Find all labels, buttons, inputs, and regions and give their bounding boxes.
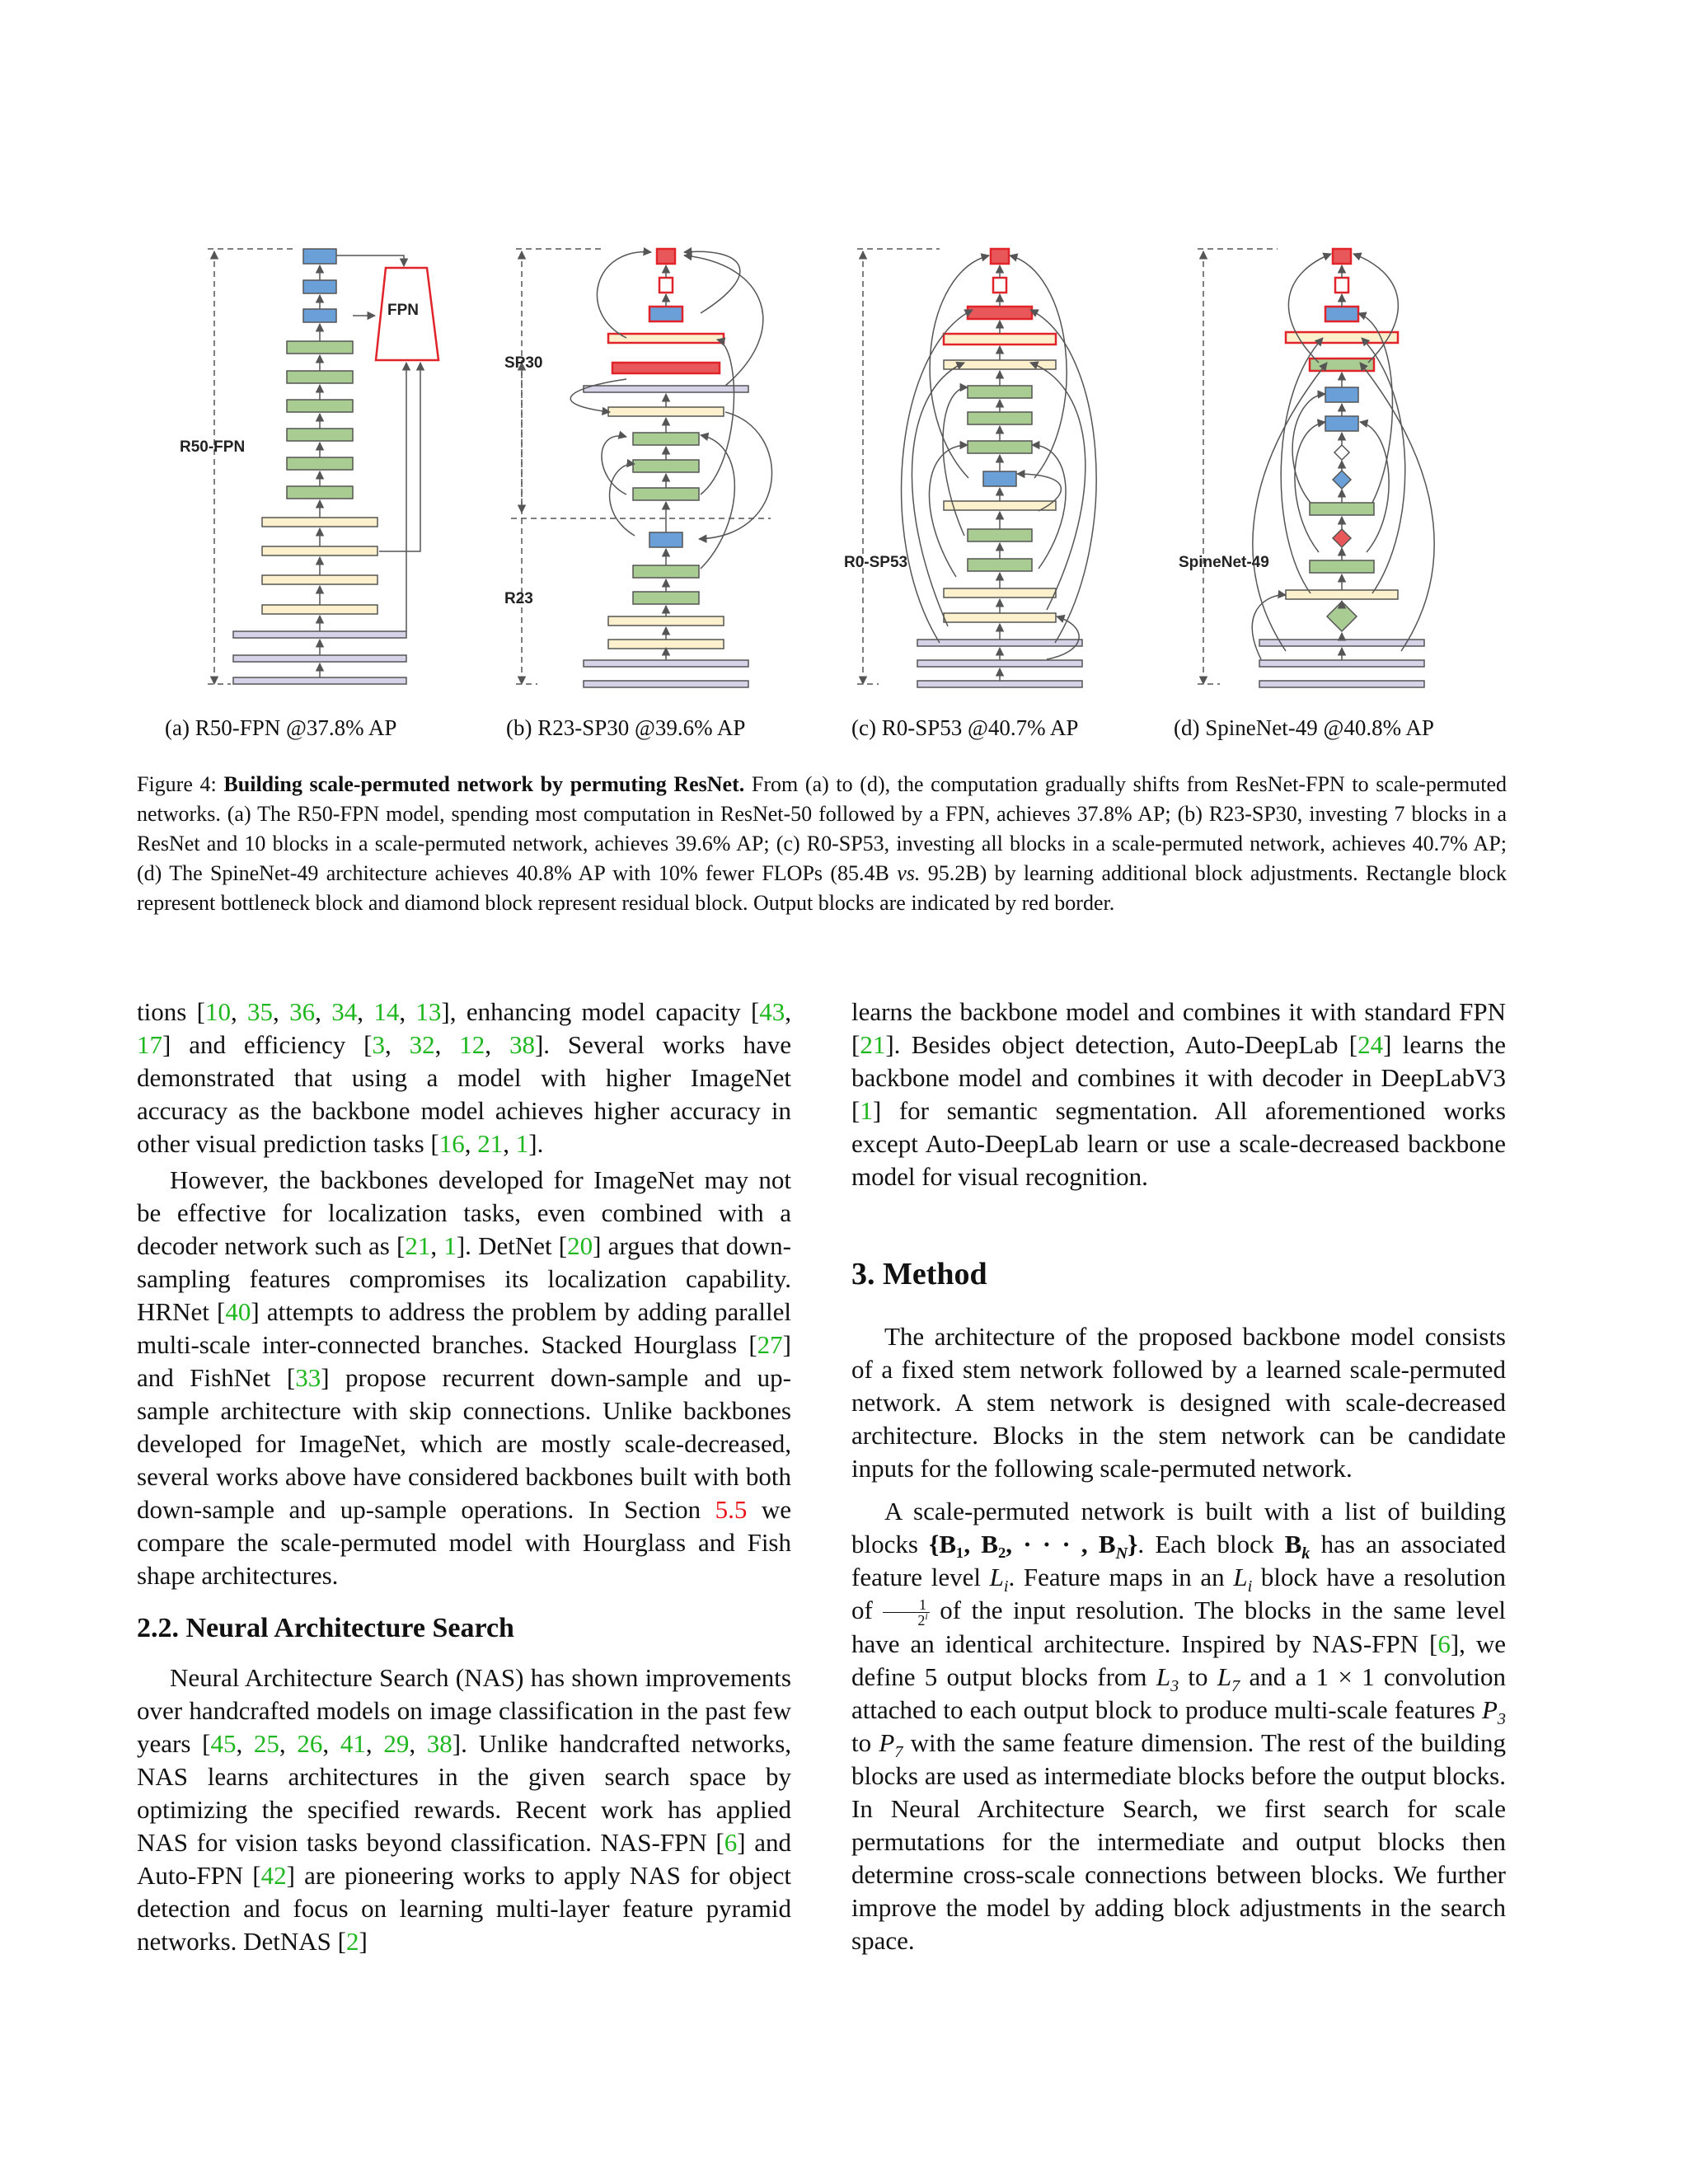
citation[interactable]: 16 xyxy=(438,1129,465,1158)
citation[interactable]: 41 xyxy=(340,1729,366,1758)
cross-scale-connection xyxy=(1047,616,1079,659)
cross-scale-connection xyxy=(379,363,420,551)
block xyxy=(649,532,682,547)
cross-scale-connection xyxy=(1030,363,1085,610)
cross-scale-connection xyxy=(597,252,651,338)
citation[interactable]: 45 xyxy=(210,1729,237,1758)
block xyxy=(944,613,1056,622)
figure-4 xyxy=(0,0,1688,742)
diamond-block xyxy=(1333,471,1351,489)
cross-scale-connection xyxy=(1353,254,1398,363)
math-li: $L_i$ xyxy=(1233,1563,1253,1596)
left-column xyxy=(137,996,791,1958)
citation[interactable]: 27 xyxy=(757,1330,783,1359)
caption-label: Figure 4: xyxy=(137,772,217,796)
cross-scale-connection xyxy=(701,435,734,569)
output-block xyxy=(649,307,682,321)
citation[interactable]: 24 xyxy=(1357,1030,1384,1059)
block xyxy=(633,488,699,500)
block xyxy=(1259,660,1424,667)
panel-d-diagram xyxy=(1198,249,1434,687)
block xyxy=(968,386,1032,398)
block xyxy=(633,460,699,472)
cross-scale-connection xyxy=(1360,422,1389,552)
output-block xyxy=(993,278,1006,293)
citation[interactable]: 32 xyxy=(409,1030,435,1059)
panel-b-label-sp30: SP30 xyxy=(504,354,543,372)
math-li: $L_i$ xyxy=(989,1563,1009,1596)
block xyxy=(1259,640,1424,646)
output-block xyxy=(968,307,1032,319)
block xyxy=(608,640,724,649)
block xyxy=(917,640,1082,646)
block xyxy=(233,655,406,662)
caption-vs: vs. xyxy=(897,861,921,885)
cross-scale-connection xyxy=(699,412,772,539)
block xyxy=(287,341,353,354)
cross-scale-connection xyxy=(912,363,964,626)
caption-text: From (a) to (d), the computation gradually shifts from ResNet-FPN to scale-permuted networks. (a) The R50-FPN model, spending most computation in ResNet-50 followed by a FPN, achieves 37.8% AP; (b) R23-SP30, investing 7 blocks in a ResNet and 10 blocks in a scale-permuted network, achieves 39.6% AP; (c) R0-SP53, investing all blocks in a scale-permuted network, achieves 40.7% AP; (d) The SpineNet-49 architecture achieves 40.8% AP with 10% fewer FLOPs (85.4B xyxy=(137,772,1507,885)
section-heading-3: 3. Method xyxy=(851,1257,987,1291)
block xyxy=(608,616,724,626)
block xyxy=(1325,416,1358,431)
cross-scale-connection xyxy=(610,464,635,536)
caption-text-2: 95.2B) by learning additional block adjustments. Rectangle block represent bottleneck block and diamond block represent residual block. Output blocks are indicated by red border. xyxy=(137,861,1507,915)
math-l3: $L_3$ xyxy=(1156,1662,1179,1696)
block xyxy=(608,407,724,416)
output-block xyxy=(1335,278,1348,293)
math-conv: 1 × 1 xyxy=(1315,1662,1375,1692)
citation[interactable]: 21 xyxy=(860,1030,886,1059)
citation[interactable]: 38 xyxy=(509,1030,535,1059)
panel-c-diagram xyxy=(857,249,1096,687)
block xyxy=(287,486,353,499)
block xyxy=(584,681,748,687)
block xyxy=(262,575,377,584)
block xyxy=(233,631,406,638)
output-block xyxy=(944,334,1056,344)
panel-b-diagram xyxy=(511,249,772,687)
citation[interactable]: 20 xyxy=(567,1231,593,1260)
block xyxy=(944,588,1056,598)
block xyxy=(917,660,1082,667)
cross-scale-connection xyxy=(1252,595,1286,659)
figure-4-diagram xyxy=(0,0,1688,709)
citation[interactable]: 6 xyxy=(1437,1629,1451,1659)
diamond-block xyxy=(1327,602,1357,631)
right-column xyxy=(851,996,1506,1957)
panel-b-label-r23: R23 xyxy=(504,590,533,607)
output-block xyxy=(659,278,673,293)
left-paragraph-3: Neural Architecture Search (NAS) has shown improvements over handcrafted models on image classification in the past few years [45, 25, 26, 41, 29, 38]. Unlike handcrafted networks, NAS learns architectures in the given search space by optimizing the specified rewards. Recent work has applied NAS for vision tasks beyond classification. NAS-FPN [6] and Auto-FPN [42] are pioneering works to apply NAS for object detection and focus on learning multi-layer feature pyramid networks. DetNAS [2] xyxy=(137,1663,792,1956)
cross-scale-connection xyxy=(1292,394,1325,503)
math-fraction: $\frac{1}{2^i}$ xyxy=(883,1597,929,1628)
citation[interactable]: 14 xyxy=(373,997,400,1026)
cross-scale-connection xyxy=(1362,338,1405,593)
panel-c-side-label: R0-SP53 xyxy=(844,554,908,571)
right-paragraph-2: The architecture of the proposed backbone model consists of a fixed stem network followed by a learned scale-permuted network. A stem network is designed with scale-decreased architecture. Blocks in the stem network can be candidate inputs for the following scale-permuted network. xyxy=(851,1322,1506,1483)
citation[interactable]: 29 xyxy=(383,1729,410,1758)
panel-d-caption: (d) SpineNet-49 @40.8% AP xyxy=(1174,715,1434,740)
panel-b-caption: (b) R23-SP30 @39.6% AP xyxy=(506,715,746,740)
cross-scale-connection xyxy=(1295,422,1325,552)
block xyxy=(968,529,1032,541)
output-block xyxy=(991,249,1009,264)
cross-scale-connection xyxy=(602,436,626,494)
output-block xyxy=(1333,249,1351,264)
citation[interactable]: 13 xyxy=(415,997,442,1026)
cross-scale-connection xyxy=(336,255,404,266)
citation[interactable]: 21 xyxy=(477,1129,504,1158)
block xyxy=(968,559,1032,571)
output-block xyxy=(612,363,720,373)
block xyxy=(584,386,748,392)
panel-a-side-label: R50-FPN xyxy=(180,438,246,456)
citation[interactable]: 6 xyxy=(724,1828,738,1857)
block xyxy=(917,681,1082,687)
block xyxy=(633,592,699,604)
citation[interactable]: 1 xyxy=(860,1096,873,1125)
citation[interactable]: 26 xyxy=(297,1729,323,1758)
block xyxy=(584,660,748,667)
figure-caption xyxy=(137,770,1507,918)
citation[interactable]: 1 xyxy=(443,1231,457,1260)
citation[interactable]: 17 xyxy=(137,1030,162,1059)
block xyxy=(968,412,1032,424)
math-bk: $B_k$ xyxy=(1284,1530,1311,1563)
citation[interactable]: 42 xyxy=(260,1861,287,1890)
citation[interactable]: 34 xyxy=(331,997,358,1026)
block xyxy=(262,518,377,527)
left-paragraph-1: tions [10, 35, 36, 34, 14, 13], enhancing model capacity [43, 17] and efficiency [3, 32, 12, 38]. Several works have demonstrated that using a model with higher ImageNet accuracy as the backbone model achieves higher accuracy in other visual prediction tasks [16, 21, 1]. xyxy=(137,997,792,1158)
block xyxy=(1325,387,1358,402)
panel-d-side-label: SpineNet-49 xyxy=(1179,554,1269,571)
block xyxy=(1310,503,1374,515)
caption-title: Building scale-permuted network by permuting ResNet. xyxy=(223,772,745,796)
block xyxy=(262,605,377,614)
block xyxy=(983,471,1016,486)
math-p3: $P_3$ xyxy=(1481,1695,1506,1729)
block xyxy=(233,677,406,684)
block xyxy=(944,501,1056,510)
math-block-set: {B₁, B₂, · · · , $B_N$} xyxy=(929,1530,1138,1563)
panel-c-caption: (c) R0-SP53 @40.7% AP xyxy=(851,715,1079,740)
block xyxy=(287,457,353,470)
section-reference[interactable]: 5.5 xyxy=(715,1495,748,1524)
block xyxy=(287,371,353,383)
citation[interactable]: 36 xyxy=(289,997,316,1026)
citation[interactable]: 10 xyxy=(204,997,231,1026)
block xyxy=(1310,560,1374,573)
citation[interactable]: 1 xyxy=(515,1129,529,1158)
block xyxy=(1259,681,1424,687)
panel-a-caption: (a) R50-FPN @37.8% AP xyxy=(165,715,397,740)
citation[interactable]: 38 xyxy=(426,1729,452,1758)
right-paragraph-3: A scale-permuted network is built with a list of building blocks {B₁, B₂, · · · , $B_N$}. Each block $B_k$ has an associated feature level $L_i$. Feature maps in an $L_i$ block have a resolution of $\frac{1}{2^i}$ of the input resolution. The blocks in the same level have an identical architecture. Inspired by NAS-FPN [6], we define 5 output blocks from $L_3$ to $L_7$ and a 1 × 1 convolution attached to each output block to produce multi-scale features $P_3$ to $P_7$ with the same feature dimension. The rest of the building blocks are used as intermediate blocks before the output blocks. In Neural Architecture Search, we first search for scale permutations for the intermediate and output blocks then determine cross-scale connections between blocks. We further improve the model by adding block adjustments in the search space. xyxy=(851,1497,1507,1956)
citation[interactable]: 33 xyxy=(295,1363,321,1392)
citation[interactable]: 2 xyxy=(346,1927,359,1956)
right-paragraph-1: learns the backbone model and combines it with standard FPN [21]. Besides object detection, Auto-DeepLab [24] learns the backbone model and combines it with decoder in DeepLabV3 [1] for semantic segmentation. All aforementioned works except Auto-DeepLab learn or use a scale-decreased backbone model for visual recognition. xyxy=(851,997,1506,1191)
block xyxy=(633,433,699,445)
section-heading-2-2: 2.2. Neural Architecture Search xyxy=(137,1613,514,1643)
citation[interactable]: 35 xyxy=(247,997,274,1026)
block xyxy=(303,249,336,264)
diamond-block xyxy=(1333,529,1351,547)
left-paragraph-2: However, the backbones developed for ImageNet may not be effective for localization tasks, even combined with a decoder network such as [21, 1]. DetNet [20] argues that down-sampling features compromises its localization capability. HRNet [40] attempts to address the problem by adding parallel multi-scale inter-connected branches. Stacked Hourglass [27] and FishNet [33] propose recurrent down-sample and up-sample architecture with skip connections. Unlike backbones developed for ImageNet, which are mostly scale-decreased, several works above have considered backbones built with both down-sample and up-sample operations. In Section 5.5 we compare the scale-permuted model with Hourglass and Fish shape architectures. xyxy=(137,1165,791,1590)
block xyxy=(633,565,699,578)
diamond-block xyxy=(1334,445,1349,460)
citation[interactable]: 40 xyxy=(225,1297,251,1326)
math-p7: $P_7$ xyxy=(879,1728,903,1762)
citation[interactable]: 12 xyxy=(459,1030,485,1059)
citation[interactable]: 21 xyxy=(405,1231,431,1260)
block xyxy=(1286,590,1398,599)
output-block xyxy=(657,249,675,264)
cross-scale-connection xyxy=(929,445,968,577)
block xyxy=(303,309,336,322)
math-l7: $L_7$ xyxy=(1217,1662,1240,1696)
output-block xyxy=(1325,307,1358,321)
output-block xyxy=(608,334,724,343)
block xyxy=(287,400,353,412)
citation[interactable]: 43 xyxy=(759,997,785,1026)
block xyxy=(287,429,353,441)
panel-a-fpn-label: FPN xyxy=(387,302,419,319)
block xyxy=(262,546,377,555)
block xyxy=(968,441,1032,453)
citation[interactable]: 3 xyxy=(372,1030,385,1059)
citation[interactable]: 25 xyxy=(253,1729,279,1758)
block xyxy=(303,280,336,293)
